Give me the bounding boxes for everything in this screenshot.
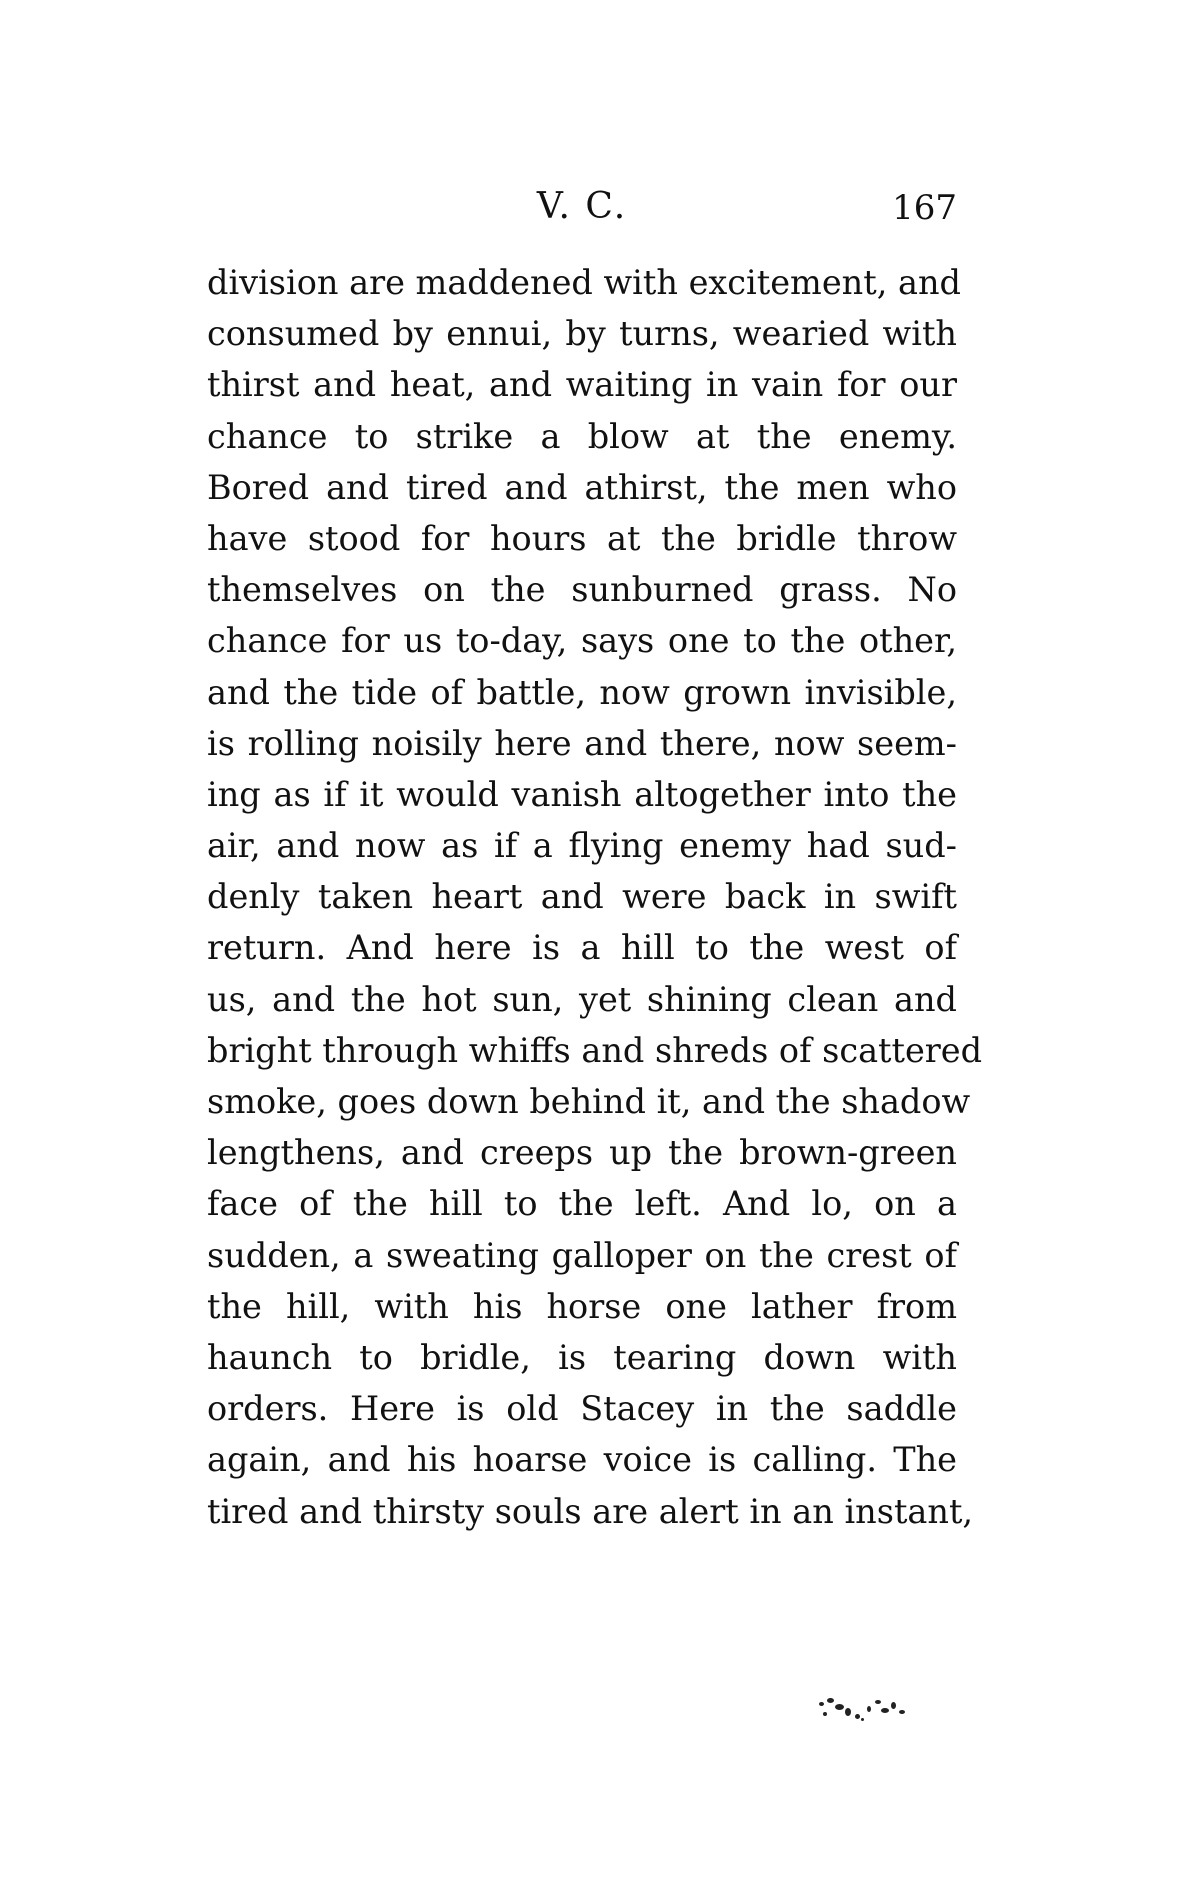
text-line: tired and thirsty souls are alert in an instant, <box>207 1491 974 1531</box>
body-text <box>207 257 983 1537</box>
text-line: and the tide of battle, now grown invisible, <box>207 672 957 712</box>
text-line: air, and now as if a flying enemy had sud- <box>207 826 957 866</box>
text-line: return. And here is a hill to the west of <box>207 928 957 968</box>
text-line: sudden, a sweating galloper on the crest of <box>207 1235 957 1275</box>
text-line: us, and the hot sun, yet shining clean and <box>207 979 957 1019</box>
text-line: lengthens, and creeps up the brown-green <box>207 1133 957 1173</box>
text-line: consumed by ennui, by turns, wearied with <box>207 314 957 354</box>
text-line: again, and his hoarse voice is calling. The <box>207 1440 957 1480</box>
text-line: themselves on the sunburned grass. No <box>207 570 957 610</box>
text-line: have stood for hours at the bridle throw <box>207 518 957 558</box>
text-line: thirst and heat, and waiting in vain for our <box>207 365 957 405</box>
text-line: orders. Here is old Stacey in the saddle <box>207 1389 957 1429</box>
text-line: face of the hill to the left. And lo, on a <box>207 1184 957 1224</box>
running-title: V. C. <box>536 186 628 227</box>
text-line: the hill, with his horse one lather from <box>207 1286 957 1326</box>
page-number: 167 <box>892 188 957 228</box>
text-line: smoke, goes down behind it, and the shadow <box>207 1082 971 1121</box>
ink-smudge <box>815 1688 925 1728</box>
text-line: haunch to bridle, is tearing down with <box>207 1337 957 1377</box>
text-line: is rolling noisily here and there, now seem- <box>207 723 957 763</box>
text-line: chance to strike a blow at the enemy. <box>207 416 957 456</box>
text-line: division are maddened with excitement, and <box>207 263 961 302</box>
text-line: Bored and tired and athirst, the men who <box>207 467 957 507</box>
text-line: bright through whiffs and shreds of scattered <box>207 1030 983 1070</box>
text-line: denly taken heart and were back in swift <box>207 877 957 917</box>
text-line: ing as if it would vanish altogether into the <box>207 774 957 814</box>
text-line: chance for us to-day, says one to the other, <box>207 621 957 661</box>
running-head <box>207 186 957 236</box>
